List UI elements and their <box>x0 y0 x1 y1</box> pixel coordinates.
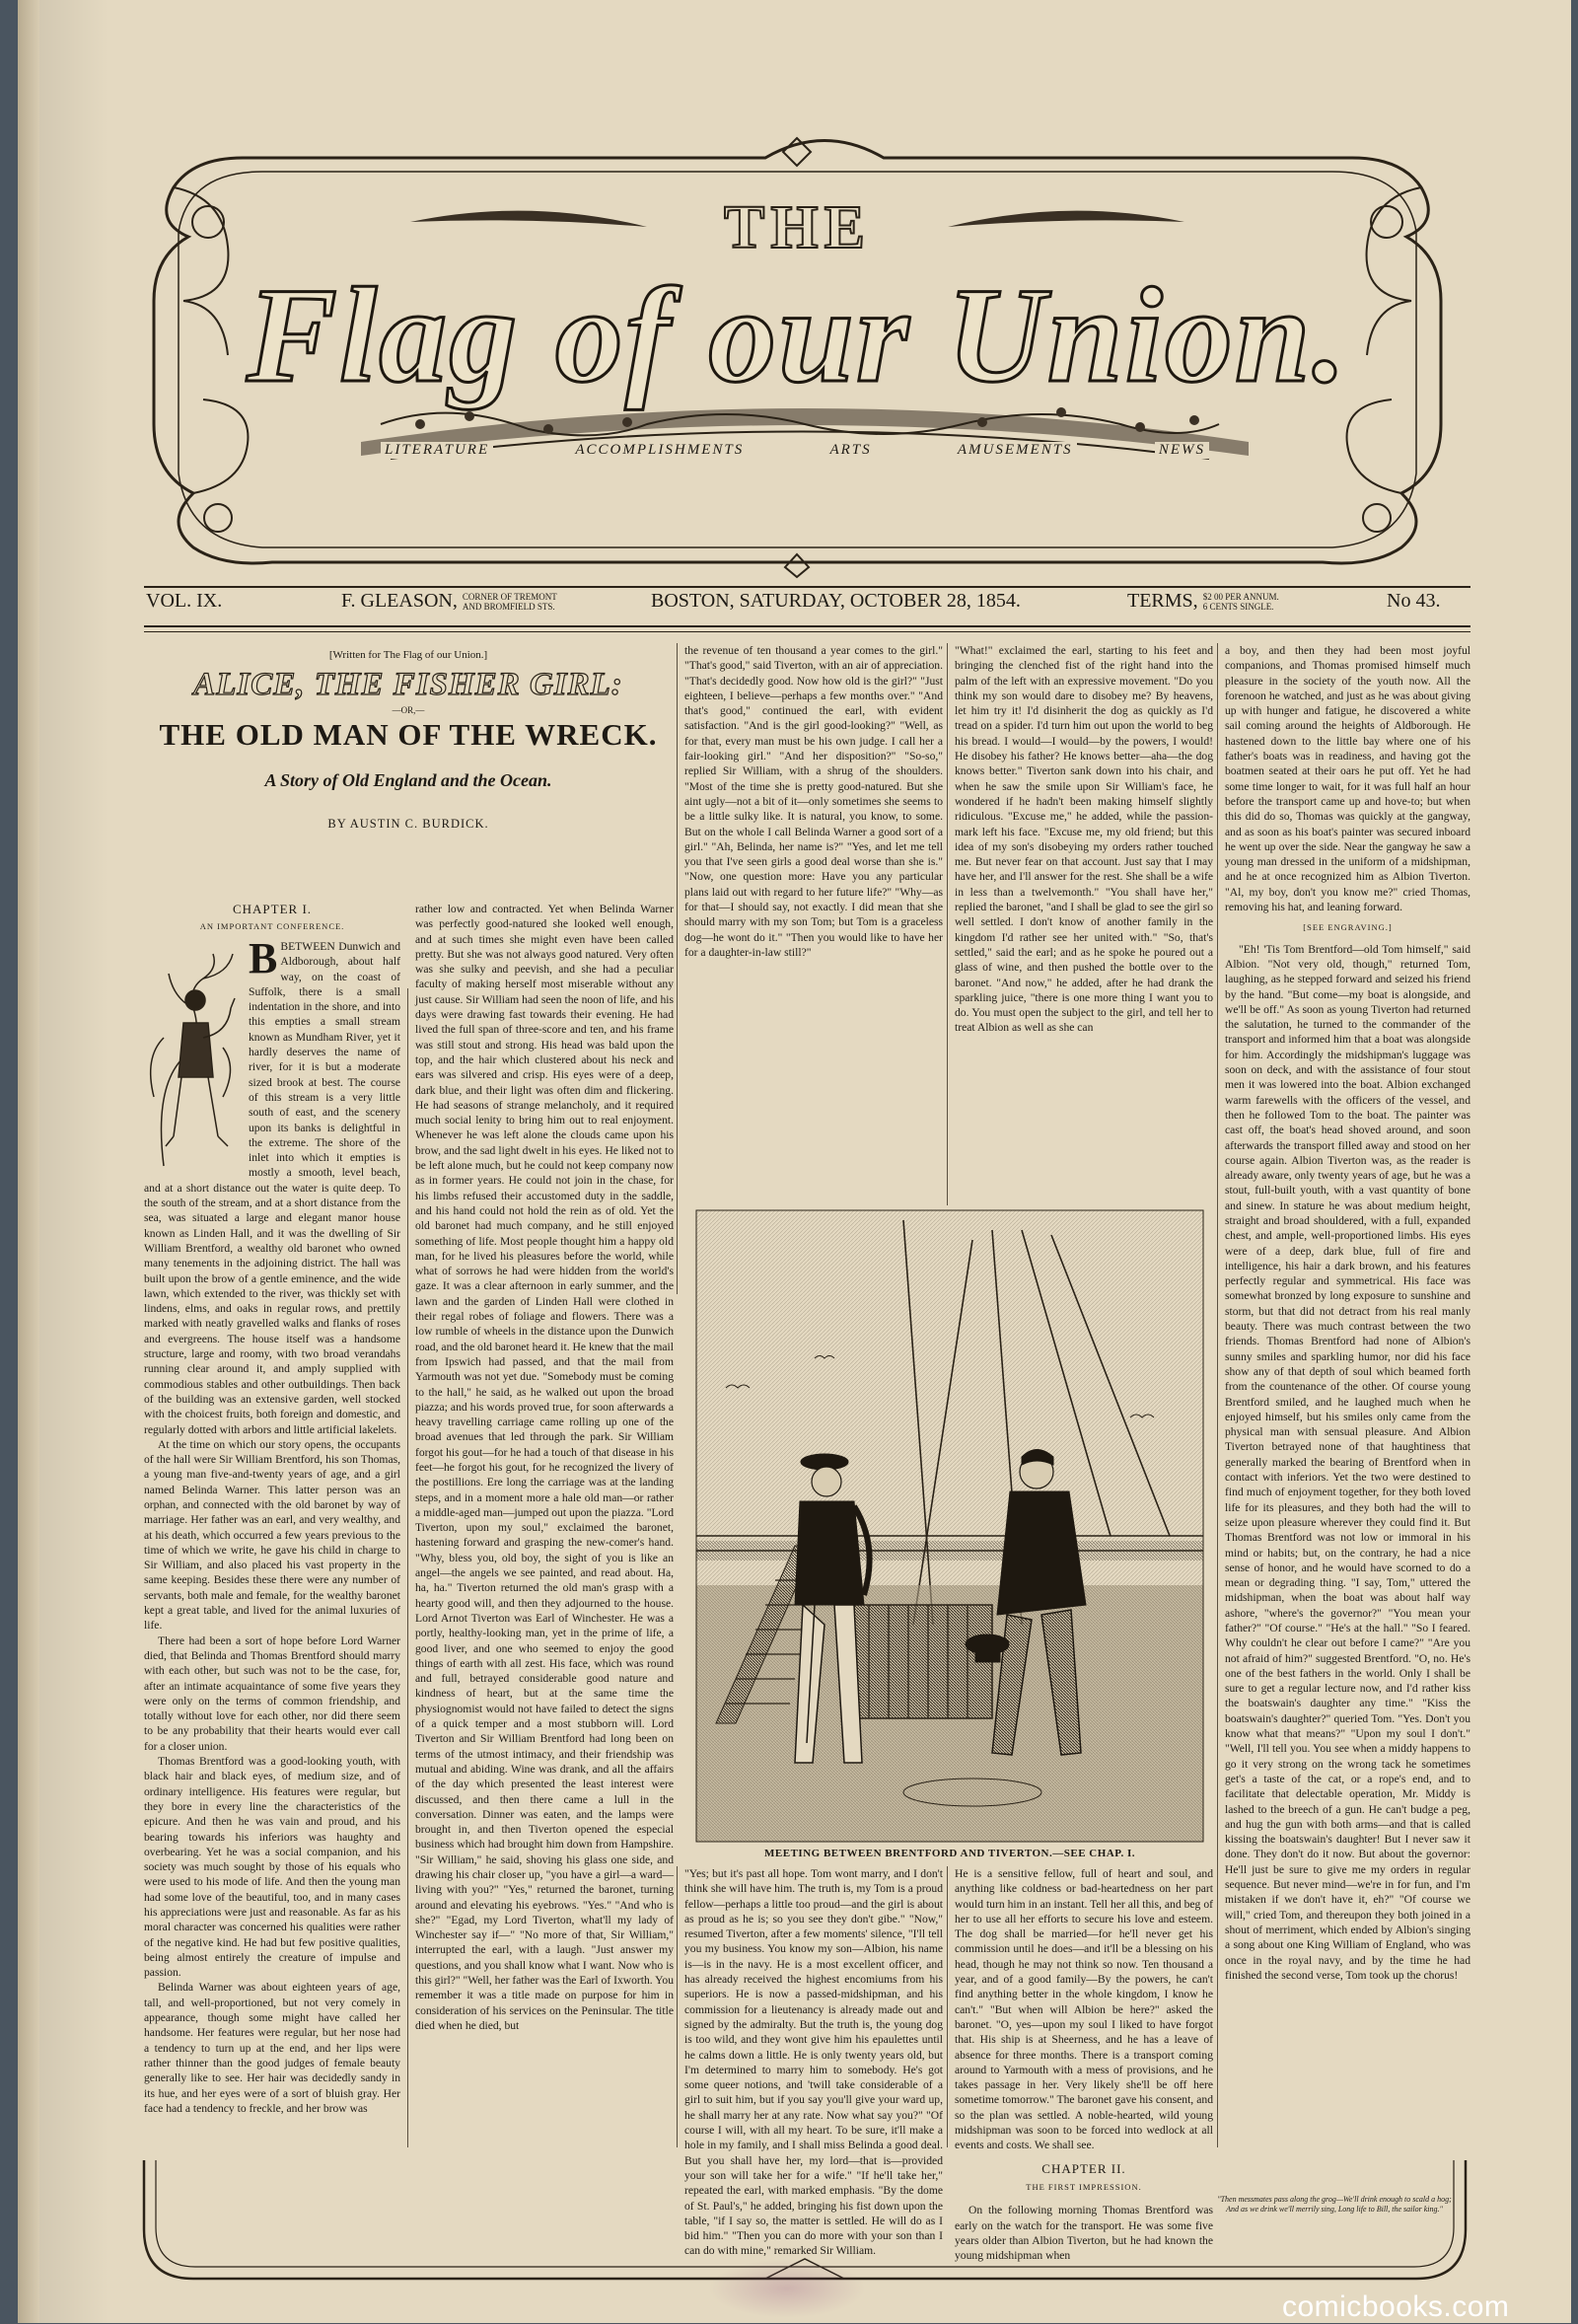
col1-p2: At the time on which our story opens, the occupants of the hall were Sir William Brentford, his son Thomas, a young man five-and-twenty years of age, and a girl named Belinda Warner. This latter person was an orphan, and connected with the old baronet by way of marriage. Her father was an earl, and very wealthy, and at his death, which occurred a few years previous to the time of which we write, he gave his child in charge to Sir William, and also placed his vast property in the same keeping. Besides these there were any number of servants, both male and female, for the wealthy baronet kept a great table, and lived for the animal luxuries of life. <box>144 1437 400 1633</box>
story-heading <box>144 643 673 832</box>
col4-ch2-text: On the following morning Thomas Brentford was early on the watch for the transport. He was some five years older than Albion Tiverton, but he had known the young midshipman when <box>955 2204 1213 2263</box>
column-rule <box>1217 643 1218 2147</box>
terms-label: TERMS, <box>1127 590 1198 612</box>
column-rule <box>947 1866 948 2147</box>
column-2 <box>415 902 674 2033</box>
written-for: [Written for The Flag of our Union.] <box>328 649 488 661</box>
top-rule <box>144 586 1470 588</box>
engraving-caption: MEETING BETWEEN BRENTFORD AND TIVERTON.—SEE CHAP. I. <box>764 1848 1135 1859</box>
masthead-the: THE <box>724 194 871 261</box>
publisher-name: F. GLEASON, <box>341 590 458 612</box>
col3-top-text: the revenue of ten thousand a year comes to the girl." "That's good," said Tiverton, with an air of appreciation. "That's decidedly good. Now how old is the girl?" "Just eighteen, I believe—perhaps a few months over." "And that's good," continued the earl, with evident satisfaction. "And is the girl good-looking?" "Well, as for that, every man must be his own judge. I call her a fair-looking girl." "And her disposition?" "So-so," replied Sir William, with a shrug of the shoulders. "Most of the time she is pretty good-natured. But she aint ugly—not a bit of it—only sometimes she seems to be a little sulky like. It is natural, you know, to some. But on the whole I call Belinda Warner a good sort of a girl." "Ah, Belinda, her name is?" "Yes, and let me tell you that I've seen girls a good deal worse than she is." "Now, one question more: Have you any particular plans laid out with regard to her future life?" "Why—as for that—I should say, not exactly. I did mean that she should marry with my son Tom; but Tom is a graceless dog—he wont do it." "Then you would like to have her for a daughter-in-law still?" <box>684 644 943 959</box>
column-text <box>415 902 674 2033</box>
terms-prices: $2 00 PER ANNUM. 6 CENTS SINGLE. <box>1202 592 1279 613</box>
drop-cap: B <box>249 934 278 982</box>
col1-p3: There had been a sort of hope before Lord Warner died, that Belinda and Thomas Brentford should marry with each other, but such was not to be the case, for, after an intimate acquaintance of some five years they were only on the terms of common friendship, and totally without love for each other, nor did there seem to be any probability that their hearts would ever call for a closer union. <box>144 1634 400 1753</box>
story-title: ALICE, THE FISHER GIRL: <box>193 667 623 702</box>
column-rule <box>677 643 678 1294</box>
see-engraving: [SEE ENGRAVING.] <box>1303 922 1393 933</box>
column-rule <box>947 643 948 1205</box>
col1-p5: Belinda Warner was about eighteen years of age, tall, and well-proportioned, but not very comely in appearance, though some might have called her handsome. Her features were regular, but her nose had a tendency to turn up at the end, and her lips were rather thinner than the good judges of female beauty generally like to see. Her hair was decidedly sandy in its hue, and her eyes were of a sort of bluish gray. Her face had a tendency to freckle, and her brow was <box>144 1981 400 2115</box>
site-watermark: comicbooks.com <box>1282 2290 1510 2323</box>
ribbon-word: AMUSEMENTS <box>954 442 1077 459</box>
column-3-bottom <box>684 1866 943 2258</box>
page-fold-shadow <box>39 0 108 2323</box>
publisher <box>341 590 557 613</box>
chapter2-heading: CHAPTER II. <box>1041 2160 1126 2176</box>
publisher-address: CORNER OF TREMONT AND BROMFIELD STS. <box>462 592 557 613</box>
jester-initial-illustration <box>144 939 243 1176</box>
volume: VOL. IX. <box>146 590 223 612</box>
col5-top-text: a boy, and then they had been most joyful companions, and Thomas promised himself much pleasure in the society of the youth now. All the forenoon he watched, and just as he was about giving up with hunger and fatigue, he discovered a white sail coming around the heights of Aldborough. He hastened down to the little bay where one of his father's boats was in readiness, and having got the boatmen seated at their oars he put off. Yet he had some time longer to wait, for it was full half an hour before the transport came up and hove-to; but when this did do so, Thomas was quickly at the gangway, and as soon as his boat's painter was secured inboard he went up over the side. Near the gangway he saw a young man dressed in the uniform of a midshipman, and he at once recognized him as Albion Tiverton. "Al, my boy, don't you know me?" cried Thomas, removing his hat, and leaning forward. <box>1225 644 1470 914</box>
column-3-top <box>684 643 943 1196</box>
engraving <box>696 1210 1203 1859</box>
story-tagline: A Story of Old England and the Ocean. <box>264 770 552 790</box>
story-subtitle: THE OLD MAN OF THE WRECK. <box>159 717 658 752</box>
page-spine <box>18 0 39 2323</box>
ribbon-word: ARTS <box>825 442 875 459</box>
column-rule <box>407 988 408 2147</box>
column-rule <box>677 1866 678 2147</box>
engraving-illustration <box>696 1210 1203 1842</box>
ribbon-word: LITERATURE <box>381 442 493 459</box>
issue-number: No 43. <box>1387 590 1441 612</box>
dateline: BOSTON, SATURDAY, OCTOBER 28, 1854. <box>651 590 1021 612</box>
paper-stain <box>708 2259 866 2318</box>
masthead <box>134 128 1461 577</box>
masthead-title: Flag of our Union. <box>246 259 1349 410</box>
story-byline: BY AUSTIN C. BURDICK. <box>327 817 489 831</box>
song-quote: "Then messmates pass along the grog—We'll drink enough to scald a hog; And as we drink we'll merrily sing, Long life to Bill, the sailor king." <box>1217 2195 1452 2214</box>
issue-info-bar <box>146 590 1468 619</box>
col1-p4: Thomas Brentford was a good-looking youth, with black hair and black eyes, of medium size, and of ordinary intelligence. His features were regular, but they bore in every line the characteristics of the epicure. And then he was vain and proud, and his bearing towards his inferiors was haughty and overbearing. Yet he was a social companion, and his society was much sought by those of his equals who were used to his mode of life. And then the young man had some love of the beautiful, too, and in many cases his appreciations were just and reasonable. As far as his moral character was concerned his qualities were rather of the negative kind. He had but few positive qualities, being almost entirely the creature of impulse and passion. <box>144 1755 400 1980</box>
column-1 <box>144 902 400 2116</box>
story-or: —OR,— <box>392 705 425 715</box>
terms <box>1127 590 1279 613</box>
ribbon-word: ACCOMPLISHMENTS <box>571 442 748 459</box>
top-rule-3 <box>144 631 1470 632</box>
col3-bottom-text: "Yes; but it's past all hope. Tom wont marry, and I don't think she will have him. The truth is, my Tom is a proud fellow—perhaps a little too proud—and the girl is about as proud as he is; so you see they don't gibe." "Now," resumed Tiverton, after a few moments' silence, "I'll tell you my business. You know my son—Albion, his name is—is in the navy. He is a most excellent officer, and has already received the highest encomiums from his superiors. He is now a passed-midshipman, and his commission for a lieutenancy is already made out and signed by the admiralty. But the truth is, the young dog is too wild, and they wont give him his epaulettes until he calms down a little. He is only twenty years old, but I'm determined to marry him to somebody. He's got some queer notions, and 'twill take considerable of a girl to suit him, but if you say you'll give your ward up, he shall marry her at any rate. Now what say you?" "Of course I will, with all my heart. To be sure, it'll make a hole in my family, and I shall miss Belinda a good deal. But you shall have her, my lord—that is—provided your son will take her for a wife." "If he'll take her," repeated the earl, with marked emphasis. "By the dome of St. Paul's," he added, bringing his fist down upon the table, "if I say so, the matter is settled. He will do as I bid him." "Then you can do more with your son than I can do with mine," remarked Sir William. <box>684 1867 943 2258</box>
top-rule-2 <box>144 625 1470 627</box>
col2-text: rather low and contracted. Yet when Belinda Warner was perfectly good-natured she looked well enough, and at such times she might even have been called pretty. But she was not always good natured. Very often was she sulky and peevish, and she had a peculiar faculty of making herself most miserable without any just cause. Sir William had seen the noon of life, and his days were drawing fast towards their evening. He had lived the full span of three-score and ten, and his frame was still stout and strong. His head was bald upon the top, and the hair which clustered about his neck and ears was silvered and crisp. His eyes were of a deep, dark blue, and their light was often dim and flickering. He had seasons of strange melancholy, and it required much social lenity to bring him out to real enjoyment. Whenever he was left alone the clouds came upon his brow, and the sad light dwelt in his eyes. He liked not to be left alone much, but he could not keep company now as in former years. He could not join in the chase, for his limbs refused their accustomed duty in the saddle, and his hand could not hold the rein as of old. Yet the old baronet had much company, and he still enjoyed something of life. Most people thought him a happy old man, for he lived his pleasures before the world, while what of sorrows he had were hidden from the world's gaze. It was a clear afternoon in early summer, and the lawn and the garden of Linden Hall were clothed in their regal robes of foliage and flowers. There was a low rumble of wheels in the distance upon the Dunwich road, and the old baronet heard it. He knew that the mail from Ipswich had passed, and that the mail from Yarmouth was not yet due. "Somebody must be coming to the hall," he said, as he walked out upon the broad piazza; and his words proved true, for soon afterwards a heavy travelling carriage came rolling up one of the broad avenues that led through the park. Sir William forgot his gout—for he had a touch of that disease in his feet—he forgot his gout, for he recognized the livery of the postillions. Ere long the carriage was at the landing steps, and in a moment more a hale old man—or rather a middle-aged man—jumped out upon the piazza. "Lord Tiverton, upon my soul," exclaimed the baronet, hastening forward and grasping the new-comer's hand. "Why, bless you, old boy, the sight of you is like an angel—the angels we see painted, and read about. Ha, ha, ha." Tiverton returned the old man's grasp with a hearty good will, and then they adjourned to the house. Lord Arnot Tiverton was Earl of Winchester. He was a portly, healthy-looking man, yet in the prime of life, a good liver, and one who seemed to enjoy the good things of earth with all zest. His face, which was round and full, betrayed considerable good nature and kindness of heart, but at the same time the physiognomist would not have failed to detect the signs of a quick temper and a most stubborn will. Lord Tiverton and Sir William Brentford had long been on terms of the utmost intimacy, and their friendship was mutual and abiding. Wine was drank, and all the affairs of the day which presented the least interest were discussed, and then there came a lull in the conversation. Dinner was eaten, and the lamps were brought in, and then Tiverton opened the especial business which had brought him down from Hampshire. "Sir William," he said, shoving his glass one side, and drawing his chair closer up, "you have a girl—a ward—living with you?" "Yes," returned the baronet, turning around and elevating his eyebrows. "Yes." "And who is she?" "Egad, my Lord Tiverton, what'll my lady of Winchester say if—" "No more of that, Sir William," interrupted the earl, with a laugh. "Just answer my questions, and you shall know what I want. Now who is this girl?" "Well, her father was the Earl of Ixworth. You remember it was a title made on purpose for him in consideration of his services on the Peninsular. The title died when he died, but <box>415 903 674 2032</box>
ribbon-word: NEWS <box>1155 442 1209 459</box>
col4-bottom-text: He is a sensitive fellow, full of heart and soul, and anything like coldness or bad-heartedness on her part would turn him in an instant. Tell her all this, and beg of her to use all her efforts to secure his love and esteem. The dog shall be married—for he'll never get his commission until he does—and it'll be a blessing on his head, though he may not think so now. Ten thousand a year, and of a good family—By the powers, he can't find anything better in the whole kingdom, I know he can't." "But when will Albion be here?" asked the baronet. "O, yes—upon my soul I liked to have forgot that. His ship is at Sheerness, and he has a leave of absence for three months. There is a transport coming around to Yarmouth with a mess of provisions, and he takes passage in her. Very likely she'll be off here sometime tomorrow." The baronet gave his consent, and so the plan was settled. A noble-hearted, wild young midshipman was soon to be forced into wedlock at all events and costs. We shall see. <box>955 1867 1213 2152</box>
chapter-subheading: AN IMPORTANT CONFERENCE. <box>199 921 345 931</box>
column-text <box>144 934 400 2116</box>
column-4-top <box>955 643 1213 1196</box>
col5-rest-text: "Eh! 'Tis Tom Brentford—old Tom himself," said Albion. "Not very old, though," returned Tom, laughing, as he stepped forward and seized his friend by the hand. "But come—my boat is alongside, and we'll be off." As soon as young Tiverton had returned the salutation, he turned to the commander of the transport and informed him that a boat was alongside for him. Accordingly the midshipman's luggage was soon on deck, and with the assistance of four stout men it was lowered into the boat. Albion exchanged warm farewells with the officers of the vessel, and then he followed Tom to the boat. The painter was cast off, the boat's head shoved around, and soon afterwards the transport filled away and stood on her course again. Albion Tiverton was, as the reader is already aware, only twenty years of age, but he was a stout, full-built youth, with a vast quantity of bone and sinew. In stature he was about medium height, straight and broad shouldered, with a full, expanded chest, and ample, well-proportioned limbs. His eyes were of a deep, dark blue, full of fire and intelligence, his hair a dark brown, and his features perfectly regular and symmetrical. His face was somewhat bronzed by long exposure to sunshine and storm, but that did not detract from his real manly beauty. There was much contrast between the two friends. Thomas Brentford had none of Albion's sunny smiles and sparkling humor, nor did his face show any of that depth of soul which beamed forth from the countenance of the other. Of course young Brentford smiled, and he laughed much when he enjoyed himself, but his smiles only came from the physical man with sensual pleasure. And Albion Tiverton betrayed none of that haughtiness that generally marked the bearing of Brentford when in contact with inferiors. Yet the two were destined to find much of enjoyment together, for they both loved life for its pleasures, and they both had the will to seize upon pleasure wherever they could find it. But Thomas Brentford was not low or immoral in his mind or habits; but, on the contrary, he had a nice sense of honor, and he would have scorned to do a mean or degrading thing. "I say, Tom," uttered the midshipman, when the boat was about half way ashore, "where's the governor?" "You mean your father?" "Of course." "He's at the hall." "So I feared. Why couldn't he clear out before I came?" "Are you not afraid of him?" suggested Brentford. "O, no. He's one of the best fathers in the world. Only I shall be sure to get a regular lecture now, and I'd rather kiss the boatswain's daughter any time." "Kiss the boatswain's daughter?" queried Tom. "Yes. Don't you know what that means?" "Upon my soul I don't." "Well, I'll tell you. You see when a middy happens to go it very strong on the wrong tack he sometimes get's a taste of the cat, or a rope's end, and to facilitate that delectable operation, Mr. Middy is lashed to the breech of a gun. He can't budge a peg, and hug the gun with both arms—and that is called kissing the boatswain's daughter! But I never saw it done. They don't do it now. But about the governor: He'll just be sure to give me my orders in regular sequence. But never mind—we're in for fun, and I'm mistaken if we don't have it, eh?" "Of course we will," cried Tom, and thereupon they both joined in a shout of merriment, which ended by Albion's singing a song about one King William of England, who was once in the royal navy, and by the time he had finished the second verse, Tom took up the chorus! <box>1225 942 1470 1982</box>
column-4-bottom <box>955 1866 1213 2263</box>
column-5 <box>1225 643 1470 2133</box>
chapter-heading: CHAPTER I. <box>232 902 313 916</box>
chapter2-subheading: THE FIRST IMPRESSION. <box>1026 2181 1142 2192</box>
col4-top-text: "What!" exclaimed the earl, starting to his feet and bringing the clenched fist of the right hand into the palm of the left with an expressive movement. "Do you think my son would dare to disobey me? By heavens, let him try it! I'd disinherit the dog as quickly as I'd tread on a spider. I'd turn him out upon the world to beg his bread. I would—I would—by the powers, I would! He disobey his father? He knows better—aha—the dog knows better." Tiverton sank down into his chair, and when he saw the smile upon Sir William's face, he wondered if he hadn't been making himself slightly ridiculous. "Excuse me," he added, while the passion-mark left his face. "Excuse me, my old friend; but this idea of my son's disobeying my orders rather touched me. But never fear on that account. Just say that I may have her, and I'll answer for the rest. She shall be a wife in less than a twelvemonth." "You shall have her," replied the baronet, "and I shall be glad to see the girl so well settled. I don't know of another family in the kingdom I'd rather see her united with." "So, that's settled," said the earl; and as he spoke he poured out a glass of wine, and then pushed the bottle over to the baronet. "And now," he added, after he had drank the sparkling juice, "there is one more thing I want you to do. You must open the subject to the girl, and tell her to treat Albion as well as she can <box>955 644 1213 1035</box>
masthead-ribbon <box>381 442 1209 459</box>
newspaper-page <box>18 0 1571 2323</box>
col1-intro: BETWEEN Dunwich and Aldborough, about half way, on the coast of Suffolk, there is a small indentation in the shore, and into this empties a small stream known as Mundham River, yet it hardly deserves the name of river, for it is but a moderate sized brook at best. The course of this stream is a very little south of east, and the scenery upon its banks is delightful in the extreme. The shore of the inlet into which it empties is mostly a smooth, level beach, and at a short distance out the water is quite deep. To the south of the stream, and at a short distance from the sea, was situated a large and elegant manor house known as Linden Hall, and it was the dwelling of Sir William Brentford, a wealthy old baronet who owned many tenements in the adjoining district. The hall was built upon the brow of a gentle eminence, and the wide lawn, which extended to the river, was thickly set with lindens, elms, and oaks in regular rows, and prettily marked with neatly gravelled walks and flanks of roses and evergreens. The house itself was a handsome structure, large and roomy, with two broad verandahs running clear around it, and amply supplied with commodious stables and other outbuildings. Then back of the building was an extensive garden, well stocked with the choicest fruits, both foreign and domestic, and regularly dotted with arbors and little artificial lakelets. <box>144 940 400 1436</box>
